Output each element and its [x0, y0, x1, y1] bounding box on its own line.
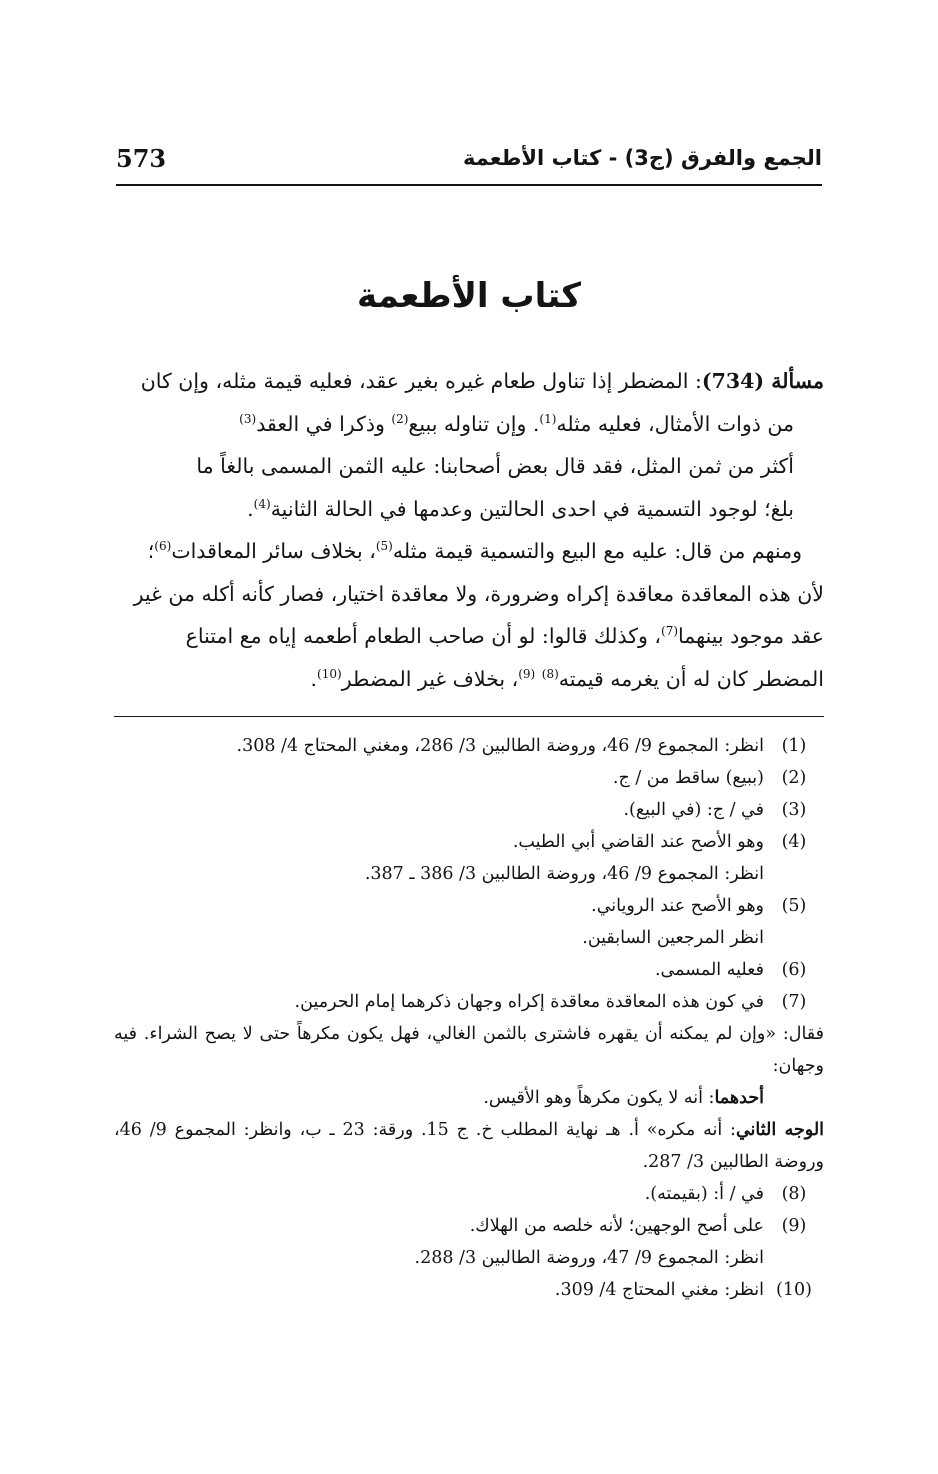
- footnote-number: (6): [781, 960, 807, 980]
- footnote-ref-5[interactable]: (5): [375, 539, 393, 554]
- footnote-divider: [114, 716, 824, 717]
- footnote-9-continuation: انظر: المجموع 9/ 47، وروضة الطالبين 3/ 288.: [414, 1248, 764, 1268]
- footnote-7: [114, 986, 824, 1018]
- second-view-label: الوجه الثاني: [735, 1120, 825, 1140]
- footnote-number: (1): [781, 736, 807, 756]
- footnote-ref-8[interactable]: (8): [541, 666, 559, 681]
- footnote-text: في / أ: (بقيمته).: [644, 1184, 764, 1204]
- footnote-5-continuation: انظر المرجعين السابقين.: [582, 928, 764, 948]
- footnote-ref-10[interactable]: (10): [317, 666, 342, 681]
- footnote-ref-3[interactable]: (3): [239, 411, 257, 426]
- page-number: 573: [116, 144, 167, 173]
- footnote-2: [114, 762, 824, 794]
- footnote-ref-6[interactable]: (6): [154, 539, 172, 554]
- footnote-4: [114, 826, 824, 858]
- paragraph-second-opinion: ومنهم من قال: عليه مع البيع والتسمية قيمة مثله$^{(5)}$، بخلاف سائر المعاقدات$^{(6)}$؛ لأن هذه المعاقدة معاقدة إكراه وضرورة، ولا معاقدة اختيار، فصار كأنه أكله من غير عقد موجود بينهما$^{(7)}$، وكذلك قالوا: لو أن صاحب الطعام أطعمه إياه مع امتناع المضطر كان له أن يغرمه قيمته$^{(8)}$ $^{(9)}$، بخلاف غير المضطر$^{(10)}$.: [133, 539, 824, 691]
- first-view-label: أحدهما: [714, 1088, 764, 1108]
- running-title: الجمع والفرق (ج3) - كتاب الأطعمة: [462, 146, 822, 170]
- footnote-number: (7): [781, 992, 807, 1012]
- footnote-7-quote: فقال: «وإن لم يمكنه أن يقهره فاشترى بالثمن الغالي، فهل يكون مكرهاً حتى لا يصح الشراء. فيه وجهان:: [114, 1024, 824, 1076]
- footnote-text: في كون هذه المعاقدة معاقدة إكراه وجهان ذكرهما إمام الحرمين.: [294, 992, 764, 1012]
- footnote-text: وهو الأصح عند القاضي أبي الطيب.: [512, 832, 764, 852]
- footnote-text: انظر: مغني المحتاج 4/ 309.: [554, 1280, 764, 1300]
- footnote-number: (8): [781, 1184, 807, 1204]
- main-text: [114, 360, 824, 700]
- footnote-text: على أصح الوجهين؛ لأنه خلصه من الهلاك.: [469, 1216, 764, 1236]
- footnote-8: [114, 1178, 824, 1210]
- footnote-9: [114, 1210, 824, 1242]
- chapter-title: كتاب الأطعمة: [356, 276, 582, 316]
- footnote-text: انظر: المجموع 9/ 46، وروضة الطالبين 3/ 286، ومغني المحتاج 4/ 308.: [236, 736, 764, 756]
- footnote-ref-7[interactable]: (7): [661, 624, 679, 639]
- footnote-6: [114, 954, 824, 986]
- running-header: [116, 144, 822, 186]
- footnote-1: [114, 730, 824, 762]
- footnote-ref-2[interactable]: (2): [391, 411, 409, 426]
- footnote-text: وهو الأصح عند الروياني.: [591, 896, 764, 916]
- footnote-4-continuation: انظر: المجموع 9/ 46، وروضة الطالبين 3/ 386 ـ 387.: [364, 864, 764, 884]
- footnote-3: [114, 794, 824, 826]
- footnote-10: [114, 1274, 824, 1306]
- masala-label: مسألة (734): [701, 369, 824, 393]
- footnote-7-first-view: أحدهما: أنه لا يكون مكرهاً وهو الأقيس.: [483, 1088, 764, 1108]
- footnote-ref-1[interactable]: (1): [539, 411, 557, 426]
- footnote-number: (2): [781, 768, 807, 788]
- footnote-number: (4): [781, 832, 807, 852]
- footnote-5: [114, 890, 824, 922]
- footnote-number: (3): [781, 800, 807, 820]
- footnote-ref-4[interactable]: (4): [253, 496, 271, 511]
- footnote-text: (ببيع) ساقط من / ج.: [612, 768, 764, 788]
- footnote-ref-9[interactable]: (9): [518, 666, 536, 681]
- footnote-7-second-view: الوجه الثاني: أنه مكره» أ. هـ نهاية المطلب خ. ج 15. ورقة: 23 ـ ب، وانظر: المجموع 9/ 46، وروضة الطالبين 3/ 287.: [114, 1120, 825, 1172]
- paragraph-masala-734: مسألة (734): المضطر إذا تناول طعام غيره بغير عقد، فعليه قيمة مثله، وإن كان من ذوات الأمثال، فعليه مثله$^{(1)}$. وإن تناوله ببيع$^{(2)}$ وذكرا في العقد$^{(3)}$ أكثر من ثمن المثل، فقد قال بعض أصحابنا: عليه الثمن المسمى بالغاً ما بلغ؛ لوجود التسمية في احدى الحالتين وعدمها في الحالة الثانية$^{(4)}$.: [140, 369, 824, 521]
- footnotes: [114, 730, 824, 1306]
- footnote-number: (5): [781, 896, 807, 916]
- footnote-text: في / ج: (في البيع).: [623, 800, 764, 820]
- footnote-number: (10): [776, 1280, 812, 1300]
- footnote-number: (9): [781, 1216, 807, 1236]
- footnote-text: فعليه المسمى.: [654, 960, 764, 980]
